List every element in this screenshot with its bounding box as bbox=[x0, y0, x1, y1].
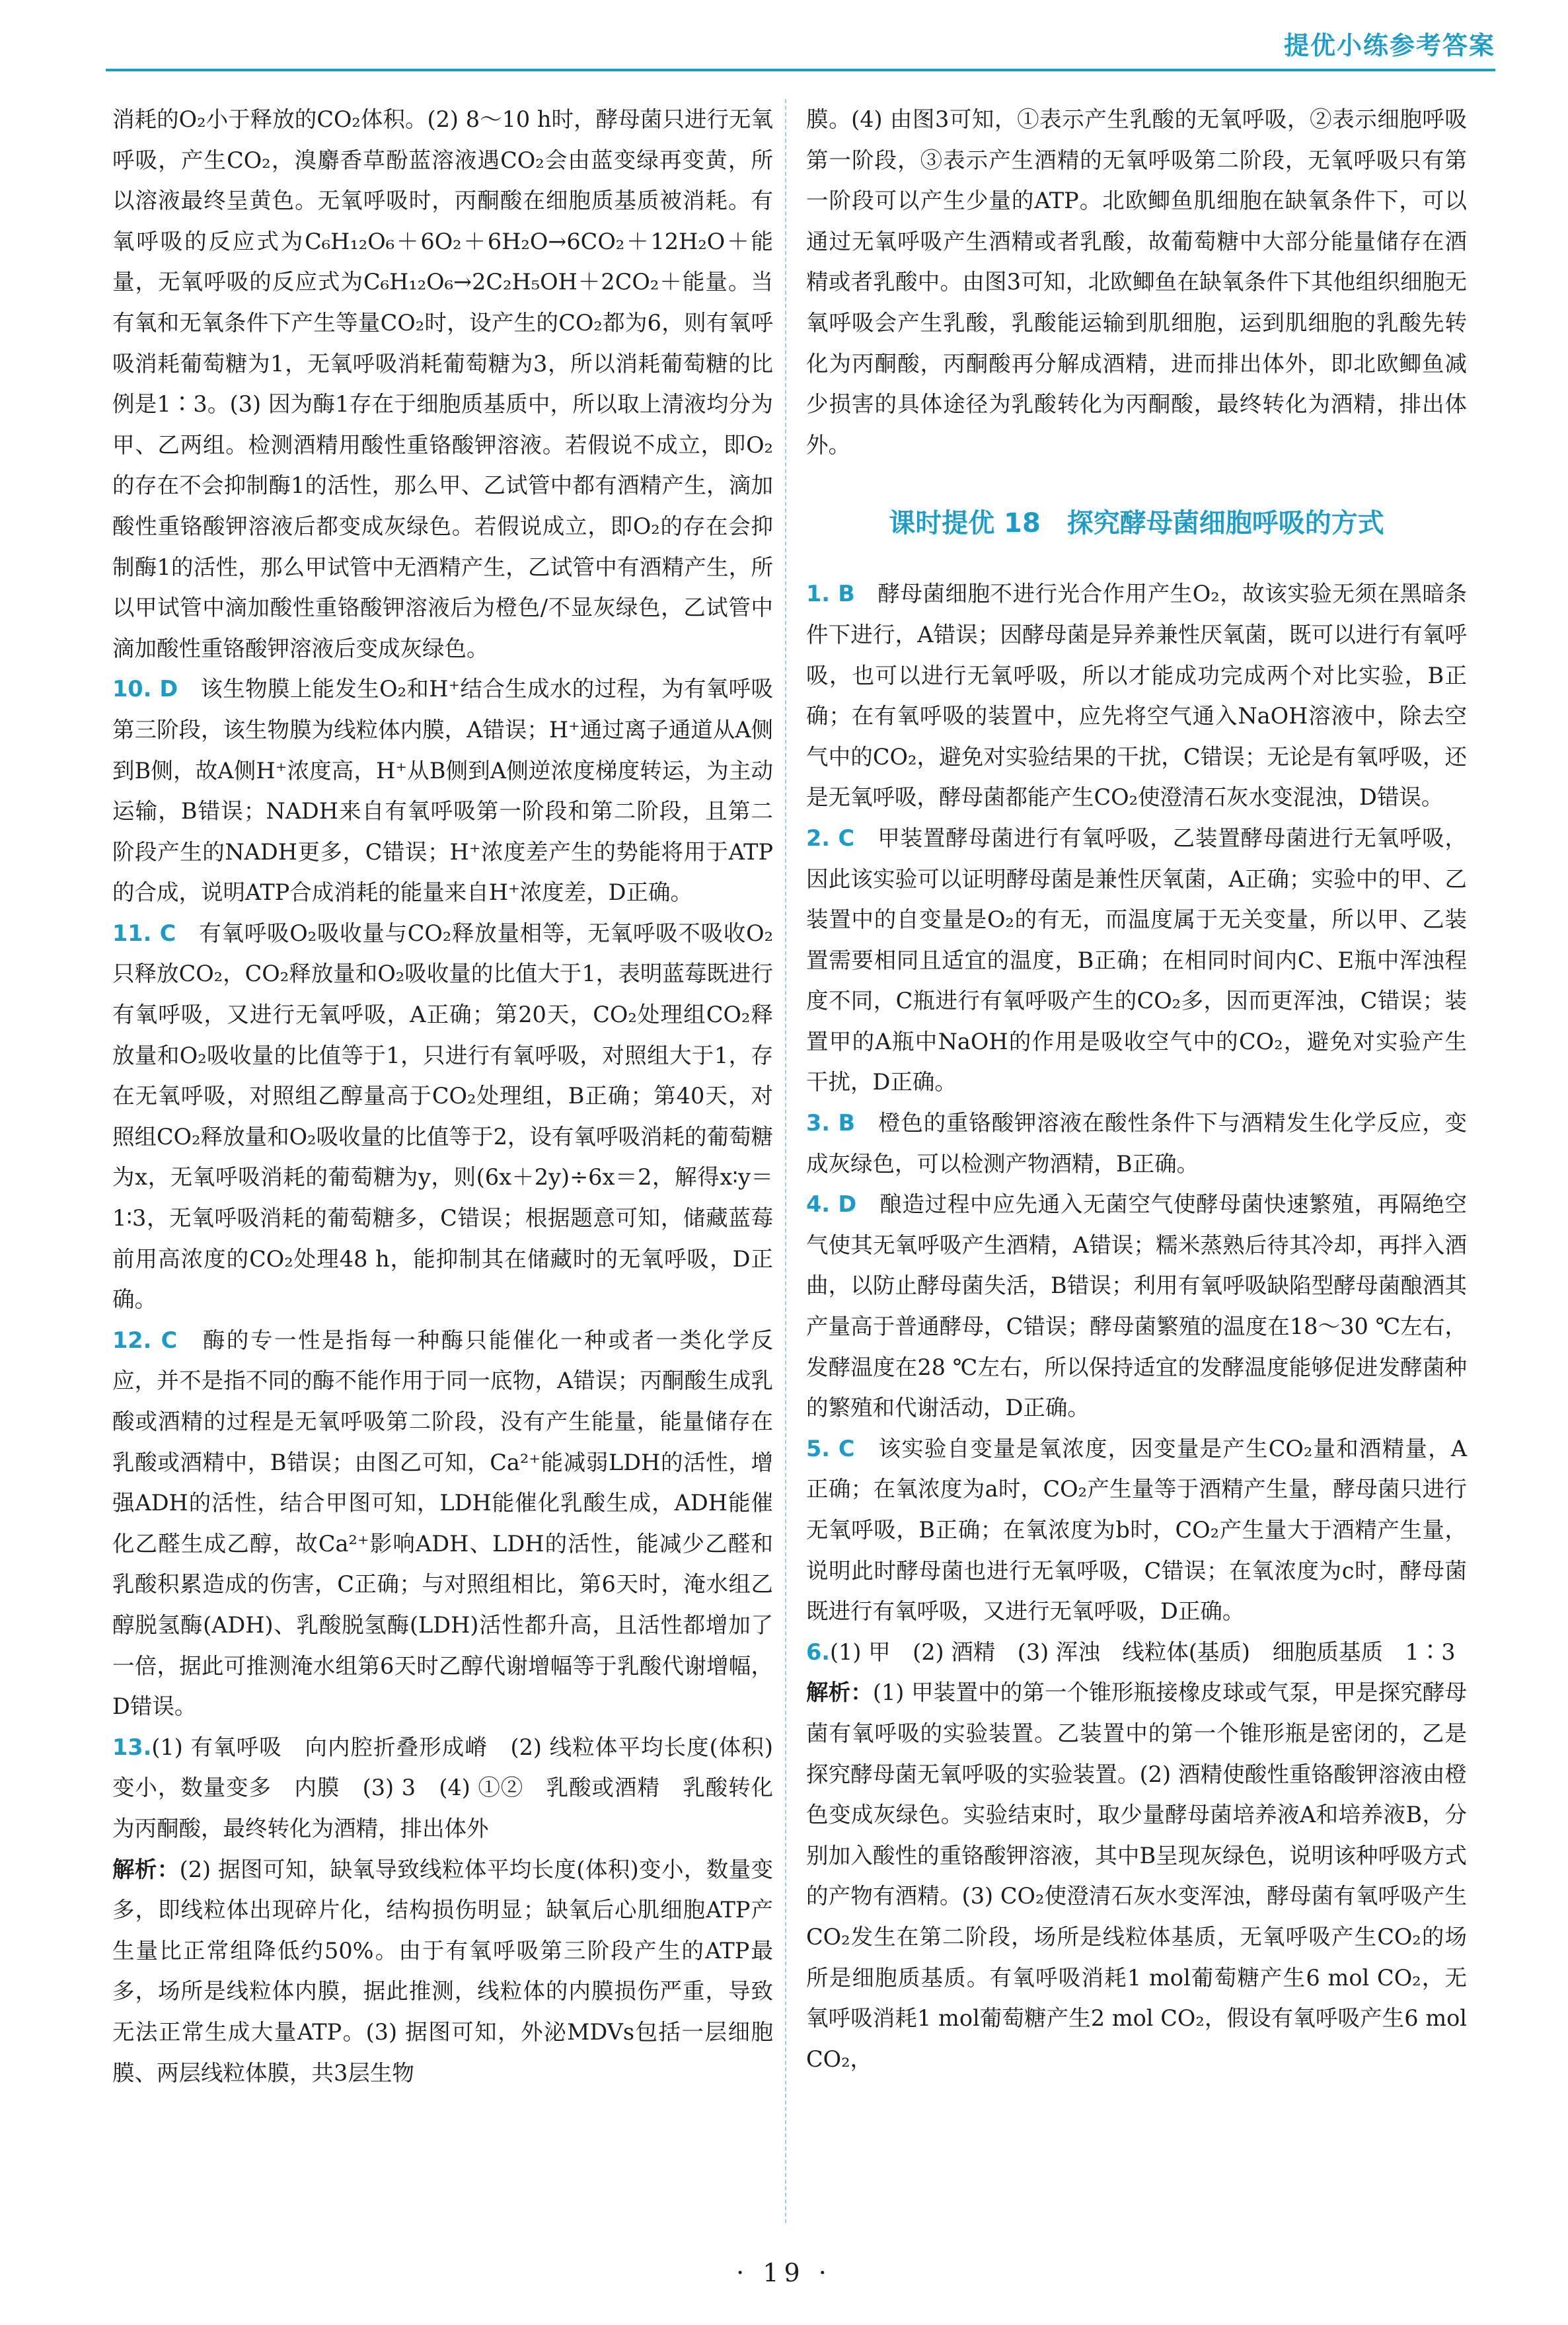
answer-item: 2. C 甲装置酵母菌进行有氧呼吸，乙装置酵母菌进行无氧呼吸，因此该实验可以证明酵母菌是兼性厌氧菌，A正确；实验中的甲、乙装置中的自变量是O₂的有无，而温度属于无关变量，所以甲、乙装置需要相同且适宜的温度，B正确；在相同时间内C、E瓶中浑浊程度不同，C瓶进行有氧呼吸产生的CO₂多，因而更浑浊，C错误；装置甲的A瓶中NaOH的作用是吸收空气中的CO₂，避免对实验产生干扰，D正确。 bbox=[806, 825, 1468, 1095]
section-title: 课时提优 18 探究酵母菌细胞呼吸的方式 bbox=[889, 508, 1384, 539]
continued-analysis: 膜。(4) 由图3可知，①表示产生乳酸的无氧呼吸，②表示细胞呼吸第一阶段，③表示产生酒精的无氧呼吸第二阶段，无氧呼吸只有第一阶段可以产生少量的ATP。北欧鲫鱼肌细胞在缺氧条件下，可以通过无氧呼吸产生酒精或者乳酸，故葡萄糖中大部分能量储存在酒精或者乳酸中。由图3可知，北欧鲫鱼在缺氧条件下其他组织细胞无氧呼吸会产生乳酸，乳酸能运输到肌细胞，运到肌细胞的乳酸先转化为丙酮酸，丙酮酸再分解成酒精，进而排出体外，即北欧鲫鱼减少损害的具体途径为乳酸转化为丙酮酸，最终转化为酒精，排出体外。 bbox=[806, 106, 1467, 458]
answer-item: 3. B 橙色的重铬酸钾溶液在酸性条件下与酒精发生化学反应，变成灰绿色，可以检测产物酒精，B正确。 bbox=[806, 1110, 1468, 1177]
analysis-item: 解析：(2) 据图可知，缺氧导致线粒体平均长度(体积)变小，数量变多，即线粒体出现碎片化，结构损伤明显；缺氧后心肌细胞ATP产生量比正常组降低约50%。由于有氧呼吸第三阶段产生的ATP最多，场所是线粒体内膜，据此推测，线粒体的内膜损伤严重，导致无法正常生成大量ATP。(3) 据图可知，外泌MDVs包括一层细胞膜、两层线粒体膜，共3层生物 bbox=[112, 1856, 773, 2086]
right-column bbox=[806, 99, 1467, 2079]
analysis-item: 解析：(1) 甲装置中的第一个锥形瓶接橡皮球或气泵，甲是探究酵母菌有氧呼吸的实验装置。乙装置中的第一个锥形瓶是密闭的，乙是探究酵母菌无氧呼吸的实验装置。(2) 酒精使酸性重铬酸钾溶液由橙色变成灰绿色。实验结束时，取少量酵母菌培养液A和培养液B，分别加入酸性的重铬酸钾溶液，其中B呈现灰绿色，说明该种呼吸方式的产物有酒精。(3) CO₂使澄清石灰水变浑浊，酵母菌有氧呼吸产生CO₂发生在第二阶段，场所是线粒体基质，无氧呼吸产生CO₂的场所是细胞质基质。有氧呼吸消耗1 mol葡萄糖产生6 mol CO₂，无氧呼吸消耗1 mol葡萄糖产生2 mol CO₂，假设有氧呼吸产生6 mol CO₂， bbox=[806, 1679, 1467, 2072]
answer-item: 13.(1) 有氧呼吸 向内腔折叠形成嵴 (2) 线粒体平均长度(体积)变小，数量变多 内膜 (3) 3 (4) ①② 乳酸或酒精 乳酸转化为丙酮酸，最终转化为酒精，排出体外 bbox=[112, 1734, 773, 1841]
answer-item: 11. C 有氧呼吸O₂吸收量与CO₂释放量相等，无氧呼吸不吸收O₂只释放CO₂，CO₂释放量和O₂吸收量的比值大于1，表明蓝莓既进行有氧呼吸，又进行无氧呼吸，A正确；第20天，CO₂处理组CO₂释放量和O₂吸收量的比值等于1，只进行有氧呼吸，对照组大于1，存在无氧呼吸，对照组乙醇量高于CO₂处理组，B正确；第40天，对照组CO₂释放量和O₂吸收量的比值等于2，设有氧呼吸消耗的葡萄糖为x，无氧呼吸消耗的葡萄糖为y，则(6x＋2y)÷6x＝2，解得x∶y＝1∶3，无氧呼吸消耗的葡萄糖多，C错误；根据题意可知，储藏蓝莓前用高浓度的CO₂处理48 h，能抑制其在储藏时的无氧呼吸，D正确。 bbox=[112, 920, 773, 1313]
header-rule bbox=[106, 69, 1495, 71]
answer-item: 10. D 该生物膜上能发生O₂和H⁺结合生成水的过程，为有氧呼吸第三阶段，该生物膜为线粒体内膜，A错误；H⁺通过离子通道从A侧到B侧，故A侧H⁺浓度高，H⁺从B侧到A侧逆浓度梯度转运，为主动运输，B错误；NADH来自有氧呼吸第一阶段和第二阶段，且第二阶段产生的NADH更多，C错误；H⁺浓度差产生的势能将用于ATP的合成，说明ATP合成消耗的能量来自H⁺浓度差，D正确。 bbox=[112, 676, 773, 906]
answer-item: 消耗的O₂小于释放的CO₂体积。(2) 8～10 h时，酵母菌只进行无氧呼吸，产生CO₂，溴麝香草酚蓝溶液遇CO₂会由蓝变绿再变黄，所以溶液最终呈黄色。无氧呼吸时，丙酮酸在细胞质基质被消耗。有氧呼吸的反应式为C₆H₁₂O₆＋6O₂＋6H₂O→6CO₂＋12H₂O＋能量，无氧呼吸的反应式为C₆H₁₂O₆→2C₂H₅OH＋2CO₂＋能量。当有氧和无氧条件下产生等量CO₂时，设产生的CO₂都为6，则有氧呼吸消耗葡萄糖为1，无氧呼吸消耗葡萄糖为3，所以消耗葡萄糖的比例是1∶3。(3) 因为酶1存在于细胞质基质中，所以取上清液均分为甲、乙两组。检测酒精用酸性重铬酸钾溶液。若假说不成立，即O₂的存在不会抑制酶1的活性，那么甲、乙试管中都有酒精产生，滴加酸性重铬酸钾溶液后都变成灰绿色。若假说成立，即O₂的存在会抑制酶1的活性，那么甲试管中无酒精产生，乙试管中有酒精产生，所以甲试管中滴加酸性重铬酸钾溶液后为橙色/不显灰绿色，乙试管中滴加酸性重铬酸钾溶液后变成灰绿色。 bbox=[112, 106, 773, 661]
answer-item: 4. D 酿造过程中应先通入无菌空气使酵母菌快速繁殖，再隔绝空气使其无氧呼吸产生酒精，A错误；糯米蒸熟后待其冷却，再拌入酒曲，以防止酵母菌失活，B错误；利用有氧呼吸缺陷型酵母菌酿酒其产量高于普通酵母，C错误；酵母菌繁殖的温度在18～30 ℃左右，发酵温度在28 ℃左右，所以保持适宜的发酵温度能够促进发酵菌种的繁殖和代谢活动，D正确。 bbox=[806, 1191, 1468, 1421]
answer-item: 5. C 该实验自变量是氧浓度，因变量是产生CO₂量和酒精量，A正确；在氧浓度为a时，CO₂产生量等于酒精产生量，酵母菌只进行无氧呼吸，B正确；在氧浓度为b时，CO₂产生量大于酒精产生量，说明此时酵母菌也进行无氧呼吸，C错误；在氧浓度为c时，酵母菌既进行有氧呼吸，又进行无氧呼吸，D正确。 bbox=[806, 1435, 1468, 1625]
left-column bbox=[112, 99, 773, 2093]
answer-item: 1. B 酵母菌细胞不进行光合作用产生O₂，故该实验无须在黑暗条件下进行，A错误；因酵母菌是异养兼性厌氧菌，既可以进行有氧呼吸，也可以进行无氧呼吸，所以才能成功完成两个对比实验，B正确；在有氧呼吸的装置中，应先将空气通入NaOH溶液中，除去空气中的CO₂，避免对实验结果的干扰，C错误；无论是有氧呼吸，还是无氧呼吸，酵母菌都能产生CO₂使澄清石灰水变混浊，D错误。 bbox=[806, 581, 1467, 811]
column-divider bbox=[785, 99, 786, 2223]
header-title: 提优小练参考答案 bbox=[1283, 31, 1495, 60]
answer-item: 12. C 酶的专一性是指每一种酶只能催化一种或者一类化学反应，并不是指不同的酶不能作用于同一底物，A错误；丙酮酸生成乳酸或酒精的过程是无氧呼吸第二阶段，没有产生能量，能量储存在乳酸或酒精中，B错误；由图乙可知，Ca²⁺能减弱LDH的活性，增强ADH的活性，结合甲图可知，LDH能催化乳酸生成，ADH能催化乙醛生成乙醇，故Ca²⁺影响ADH、LDH的活性，能减少乙醛和乳酸积累造成的伤害，C正确；与对照组相比，第6天时，淹水组乙醇脱氢酶(ADH)、乳酸脱氢酶(LDH)活性都升高，且活性都增加了一倍，据此可推测淹水组第6天时乙醇代谢增幅等于乳酸代谢增幅，D错误。 bbox=[112, 1327, 774, 1720]
answer-item: 6.(1) 甲 (2) 酒精 (3) 浑浊 线粒体(基质) 细胞质基质 1∶3 bbox=[806, 1639, 1456, 1665]
page-number: · 19 · bbox=[736, 2258, 832, 2287]
